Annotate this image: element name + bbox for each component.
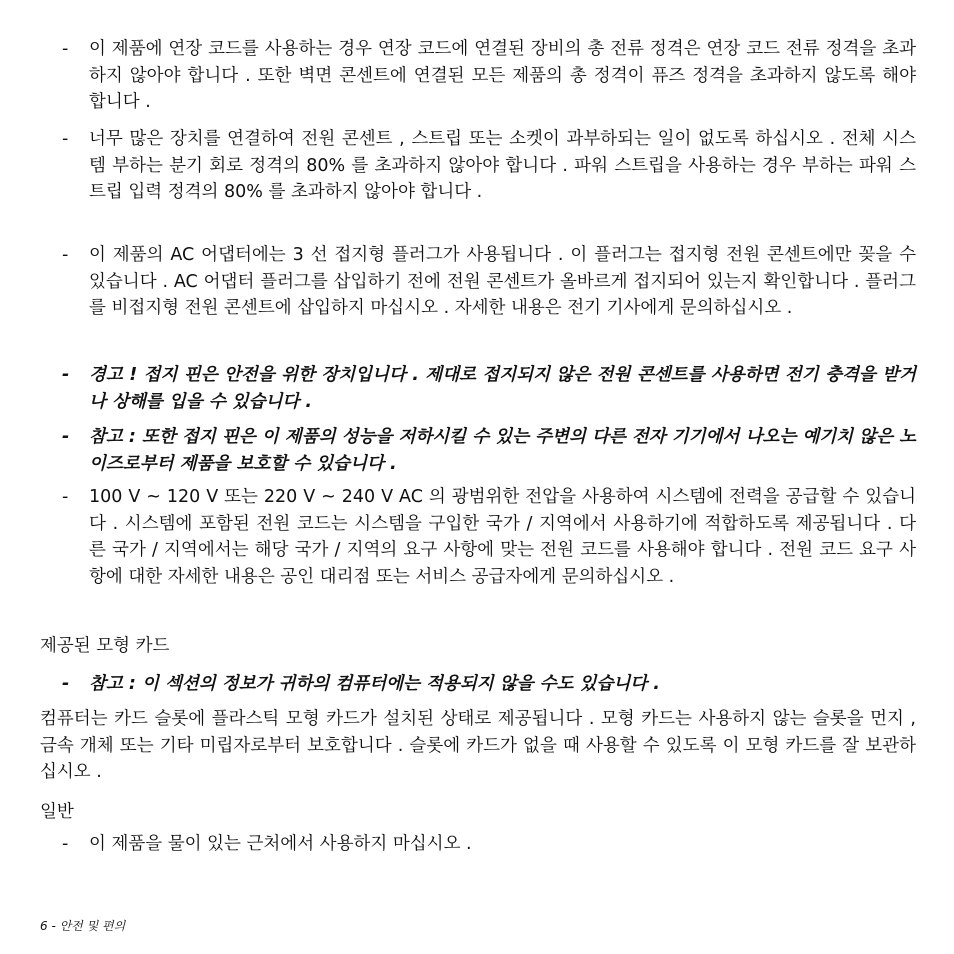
warning-text: 경고 ! 접지 핀은 안전을 위한 장치입니다 . 제대로 접지되지 않은 전원 콘센트를 사용하면 전기 충격을 받거나 상해를 입을 수 있습니다 .	[89, 365, 916, 412]
bullet-marker: -	[62, 487, 69, 507]
note-text: 참고 : 이 섹션의 정보가 귀하의 컴퓨터에는 적용되지 않을 수도 있습니다 .	[89, 674, 660, 694]
bullet-water	[62, 831, 916, 858]
bullet-marker: -	[62, 674, 70, 694]
bullet-marker: -	[62, 365, 70, 385]
bullet-warning	[62, 362, 916, 415]
bullet-text: 이 제품을 물이 있는 근처에서 사용하지 마십시오 .	[89, 834, 472, 854]
bullet-text: 100 V ~ 120 V 또는 220 V ~ 240 V AC 의 광범위한 전압을 사용하여 시스템에 전력을 공급할 수 있습니다 . 시스템에 포함된 전원 코드는 시스템을 구입한 국가 / 지역에서 사용하기에 적합하도록 제공됩니다 . 다른 국가 / 지역에서는 해당 국가 / 지역의 요구 사항에 맞는 전원 코드를 사용해야 합니다 . 전원 코드 요구 사항에 대한 자세한 내용은 공인 대리점 또는 서비스 공급자에게 문의하십시오 .	[89, 487, 916, 587]
bullet-marker: -	[62, 427, 70, 447]
bullet-note-dummy-card	[62, 671, 916, 698]
bullet-marker: -	[62, 834, 69, 854]
bullet-marker: -	[62, 245, 69, 265]
bullet-text: 이 제품에 연장 코드를 사용하는 경우 연장 코드에 연결된 장비의 총 전류 정격은 연장 코드 전류 정격을 초과하지 않아야 합니다 . 또한 벽면 콘센트에 연결된 모든 제품의 총 정격이 퓨즈 정격을 초과하지 않도록 해야 합니다 .	[89, 39, 916, 112]
bullet-ac-adapter	[62, 242, 916, 322]
paragraph-dummy-card: 컴퓨터는 카드 슬롯에 플라스틱 모형 카드가 설치된 상태로 제공됩니다 . 모형 카드는 사용하지 않는 슬롯을 먼지 , 금속 개체 또는 기타 미립자로부터 보호합니다 . 슬롯에 카드가 없을 때 사용할 수 있도록 이 모형 카드를 잘 보관하십시오 .	[40, 709, 916, 782]
bullet-marker: -	[62, 129, 69, 149]
section-heading-general: 일반	[40, 802, 74, 822]
note-text: 참고 : 또한 접지 핀은 이 제품의 성능을 저하시킬 수 있는 주변의 다른 전자 기기에서 나오는 예기치 않은 노이즈로부터 제품을 보호할 수 있습니다 .	[89, 427, 916, 474]
bullet-extension-cord	[62, 36, 916, 116]
bullet-text: 너무 많은 장치를 연결하여 전원 콘센트 , 스트립 또는 소켓이 과부하되는 일이 없도록 하십시오 . 전체 시스템 부하는 분기 회로 정격의 80% 를 초과하지 않아야 합니다 . 파워 스트립을 사용하는 경우 부하는 파워 스트립 입력 정격의 80% 를 초과하지 않아야 합니다 .	[89, 129, 916, 202]
bullet-note-grounding	[62, 424, 916, 477]
bullet-marker: -	[62, 39, 69, 59]
bullet-text: 이 제품의 AC 어댑터에는 3 선 접지형 플러그가 사용됩니다 . 이 플러그는 접지형 전원 콘센트에만 꽂을 수 있습니다 . AC 어댑터 플러그를 삽입하기 전에 전원 콘센트가 올바르게 접지되어 있는지 확인합니다 . 플러그를 비접지형 전원 콘센트에 삽입하지 마십시오 . 자세한 내용은 전기 기사에게 문의하십시오 .	[89, 245, 916, 318]
bullet-voltage	[62, 484, 916, 590]
section-heading-dummy-card: 제공된 모형 카드	[40, 636, 170, 656]
page-footer: 6 - 안전 및 편의	[40, 919, 126, 933]
bullet-overload	[62, 126, 916, 206]
